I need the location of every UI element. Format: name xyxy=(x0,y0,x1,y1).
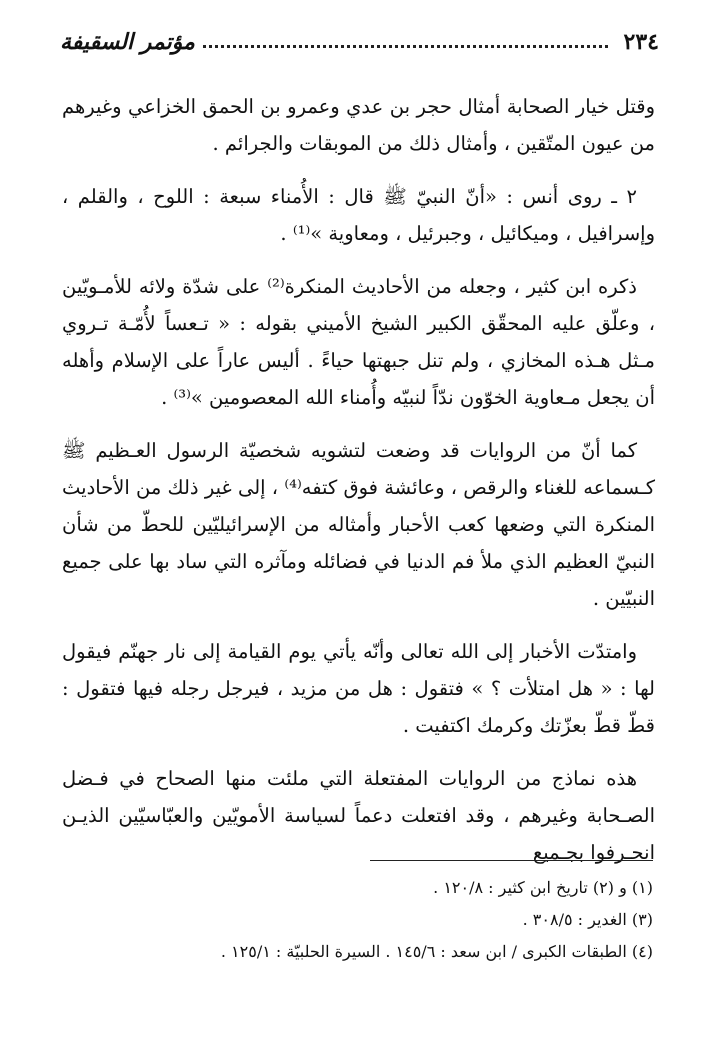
paragraph: هذه نماذج من الروايات المفتعلة التي ملئت منها الصحاح في فـضل الصـحابة وغيرهم ، وقد افتعلت دعماً لسياسة الأمويّين والعبّاسيّين الذيـن انحـرفوا بجـميع xyxy=(62,767,655,864)
book-title: مؤتمر السقيفة xyxy=(60,29,195,55)
paragraph: ٢ ـ روى أنس : «أنّ النبيّ ﷺ قال : الأُمناء سبعة : اللوح ، والقلم ، وإسرافيل ، وميكائيل ، وجبرئيل ، ومعاوية »⁽¹⁾ . xyxy=(62,185,655,245)
paragraph: وامتدّت الأخبار إلى الله تعالى وأنّه يأتي يوم القيامة إلى نار جهنّم فيقول لها : « هل امتلأت ؟ » فتقول : هل من مزيد ، فيرجل رجله فيها فتقول : قطّ قطّ بعزّتك وكرمك اكتفيت . xyxy=(62,640,655,737)
footnote: (٤) الطبقات الكبرى / ابن سعد : ١٤٥/٦ . السيرة الحلبيّة : ١٢٥/١ . xyxy=(220,942,653,961)
paragraph: ذكره ابن كثير ، وجعله من الأحاديث المنكرة⁽²⁾ على شدّة ولائه للأمـويّين ، وعلّق عليه المحقّق الكبير الشيخ الأميني بقوله : « تـعساً لأُمّـة تـروي مـثل هـذه المخازي ، ولم تنل جبهتها حياءً . أليس عاراً على الإسلام وأهله أن يجعل مـعاوية الخوّون ندّاً لنبيّه وأُمناء الله المعصومين »⁽³⁾ . xyxy=(62,275,655,409)
paragraph: كما أنّ من الروايات قد وضعت لتشويه شخصيّة الرسول العـظيم ﷺ كـسماعه للغناء والرقص ، وعائشة فوق كتفه⁽⁴⁾ ، إلى غير ذلك من الأحاديث المنكرة التي وضعها كعب الأحبار وأمثاله من الإسرائيليّين للحطّ من شأن النبيّ العظيم الذي ملأ فم الدنيا في فضائله ومآثره التي ساد بها على جميع النبيّين . xyxy=(62,439,655,610)
footnote: (٣) الغدير : ٣٠٨/٥ . xyxy=(522,910,653,929)
page-header xyxy=(60,22,659,62)
page-number: ٢٣٤ xyxy=(623,29,659,55)
paragraph: وقتل خيار الصحابة أمثال حجر بن عدي وعمرو بن الحمق الخزاعي وغيرهم من عيون المتّقين ، وأمثال ذلك من الموبقات والجرائم . xyxy=(62,95,655,155)
footnotes xyxy=(64,872,653,968)
footnote-separator xyxy=(370,860,653,861)
body-text xyxy=(62,88,655,887)
footnote: (١) و (٢) تاريخ ابن كثير : ١٢٠/٨ . xyxy=(433,878,653,897)
header-dotted-leader xyxy=(203,45,608,48)
